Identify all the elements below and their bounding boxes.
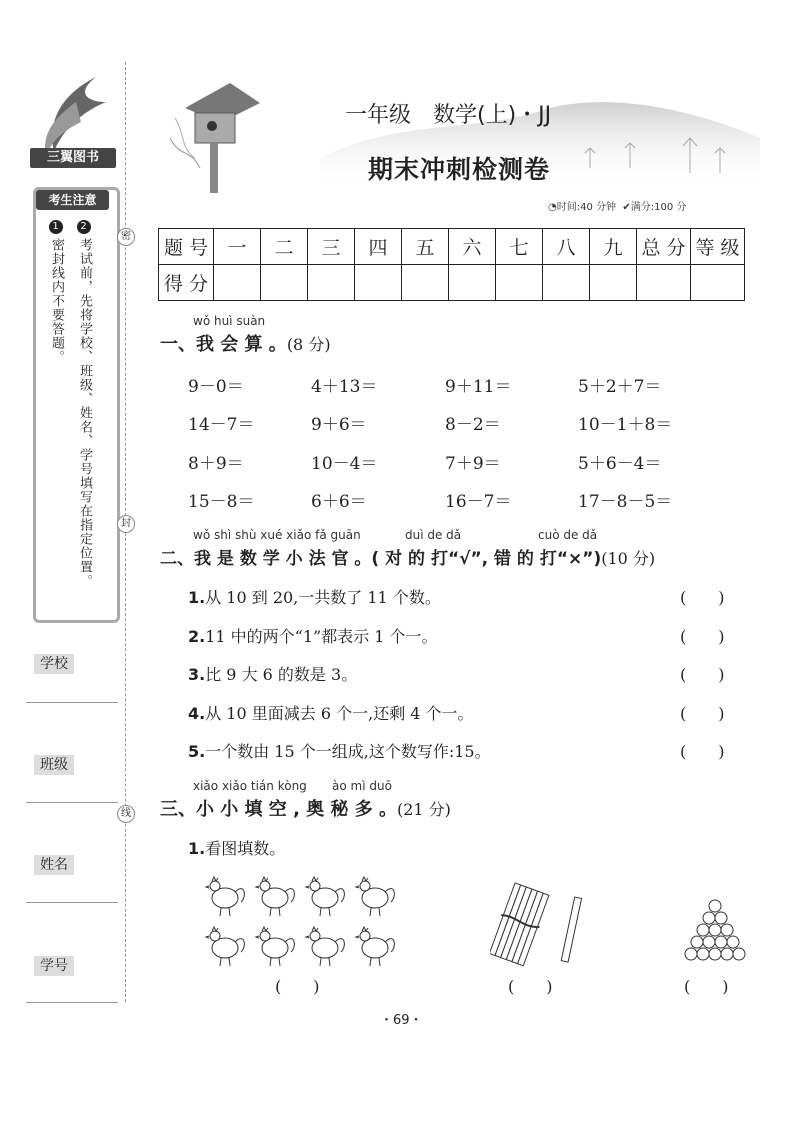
score-cell[interactable] [402,265,449,301]
judge-item-2: 2.11 中的两个“1”都表示 1 个一。 [188,627,438,646]
score-col-5: 五 [402,229,449,265]
score-col-7: 七 [496,229,543,265]
score-cell[interactable] [590,265,637,301]
judge-answer-1[interactable]: ( ) [680,588,725,607]
seal-char-feng: 封 [117,515,135,533]
section2-pinyin-2: duì de dǎ [405,528,462,542]
score-cell[interactable] [261,265,308,301]
judge-answer-4[interactable]: ( ) [680,704,725,723]
judge-item-1: 1.从 10 到 20,一共数了 11 个数。 [188,588,441,607]
rooster-icon [206,877,244,916]
school-field [34,653,74,673]
school-label: 学校 [34,654,74,674]
sticks-answer[interactable]: ( ) [508,977,553,996]
sticks-picture [490,882,600,972]
score-col-grade: 等 级 [691,229,745,265]
section3-title: 三、小 小 填 空 , 奥 秘 多 。 [160,799,397,820]
section2-pinyin-3: cuò de dǎ [538,528,598,542]
clock-icon: ◔ [548,202,557,213]
score-col-3: 三 [308,229,355,265]
section1-title: 一、我 会 算 。 [160,334,287,355]
score-cell[interactable] [637,265,691,301]
score-col-6: 六 [449,229,496,265]
single-stick-icon [561,897,581,962]
calc-r1-c2: 4＋13＝ [311,377,378,397]
section3-points: (21 分) [396,800,451,819]
student-id-field [34,955,74,975]
calc-r4-c4: 17－8－5＝ [578,492,673,512]
section2-points: (10 分) [601,549,656,568]
class-label: 班级 [34,755,74,775]
calc-r2-c2: 9＋6＝ [311,415,367,435]
calc-r3-c4: 5＋6－4＝ [578,454,662,474]
school-line[interactable] [26,702,118,703]
judge-answer-3[interactable]: ( ) [680,665,725,684]
section3-heading [160,795,451,821]
student-id-label: 学号 [34,956,74,976]
name-label: 姓名 [34,855,74,875]
notice-num-2: 2 [77,220,91,234]
notice-num-1: 1 [49,220,63,234]
notice-item-2: 2考试前，先将学校、班级、姓名、学号填写在指定位置。 [77,221,92,588]
name-field [34,854,74,874]
exam-meta [548,198,686,213]
score-cell[interactable] [214,265,261,301]
section1-heading [160,330,331,356]
score-col-8: 八 [543,229,590,265]
rooster-answer[interactable]: ( ) [275,977,320,996]
score-cell[interactable] [308,265,355,301]
calc-r3-c3: 7＋9＝ [445,454,501,474]
class-line[interactable] [26,802,118,803]
score-cell[interactable] [691,265,745,301]
score-cell[interactable] [355,265,402,301]
score-table-header-row [159,229,745,265]
section3-pinyin-1: xiǎo xiǎo tián kòng [193,779,307,793]
calc-r1-c4: 5＋2＋7＝ [578,377,662,397]
section2-title: 二、我 是 数 学 小 法 官 。( 对 的 打“√”, 错 的 打“×”) [160,549,602,569]
score-col-9: 九 [590,229,637,265]
rooster-picture [205,872,400,970]
judge-item-3: 3.比 9 大 6 的数是 3。 [188,665,358,684]
judge-item-5: 5.一个数由 15 个一组成,这个数写作:15。 [188,742,491,761]
score-cell[interactable] [449,265,496,301]
circle-triangle-picture [680,898,750,970]
seal-char-xian: 线 [117,805,135,823]
grade-subject: 一年级 数学(上)・JJ [345,103,552,128]
score-table-score-row [159,265,745,301]
calc-r2-c4: 10－1＋8＝ [578,415,673,435]
section1-points: (8 分) [286,335,331,354]
logo-text: 三翼图书 [30,148,116,168]
calc-r3-c1: 8＋9＝ [188,454,244,474]
seal-char-mi: 密 [117,228,135,246]
section3-pinyin-2: ào mì duō [332,779,392,793]
score-cell[interactable] [496,265,543,301]
class-field [34,754,74,774]
score-table [158,228,745,301]
judge-item-4: 4.从 10 里面减去 6 个一,还剩 4 个一。 [188,704,474,723]
calc-r1-c3: 9＋11＝ [445,377,512,397]
exam-time: 时间:40 分钟 [556,202,617,213]
calc-r3-c2: 10－4＝ [311,454,378,474]
section2-heading [160,544,655,569]
check-icon: ✔ [622,202,631,213]
student-id-line[interactable] [26,1002,118,1003]
notice-item-1: 1密封线内不要答题。 [49,221,64,364]
notice-title: 考生注意 [36,190,109,210]
score-col-label: 题 号 [159,229,214,265]
judge-answer-5[interactable]: ( ) [680,742,725,761]
score-col-1: 一 [214,229,261,265]
calc-r4-c2: 6＋6＝ [311,492,367,512]
calc-r4-c3: 16－7＝ [445,492,512,512]
calc-r2-c3: 8－2＝ [445,415,501,435]
calc-r1-c1: 9－0＝ [188,377,244,397]
section2-pinyin-1: wǒ shì shù xué xiǎo fǎ guān [193,528,361,542]
score-cell[interactable] [543,265,590,301]
calc-r4-c1: 15－8＝ [188,492,255,512]
calc-r2-c1: 14－7＝ [188,415,255,435]
name-line[interactable] [26,902,118,903]
question-3-1: 1.看图填数。 [188,839,286,858]
exam-full-score: 满分:100 分 [630,202,687,213]
page-title: 期末冲刺检测卷 [368,155,551,184]
page-number: ・69・ [380,1013,423,1028]
section1-pinyin: wǒ huì suàn [193,314,266,328]
score-col-4: 四 [355,229,402,265]
score-row-label: 得 分 [159,265,214,301]
score-col-total: 总 分 [637,229,691,265]
circles-answer[interactable]: ( ) [684,977,729,996]
score-col-2: 二 [261,229,308,265]
judge-answer-2[interactable]: ( ) [680,627,725,646]
stick-bundle-icon [490,882,551,966]
